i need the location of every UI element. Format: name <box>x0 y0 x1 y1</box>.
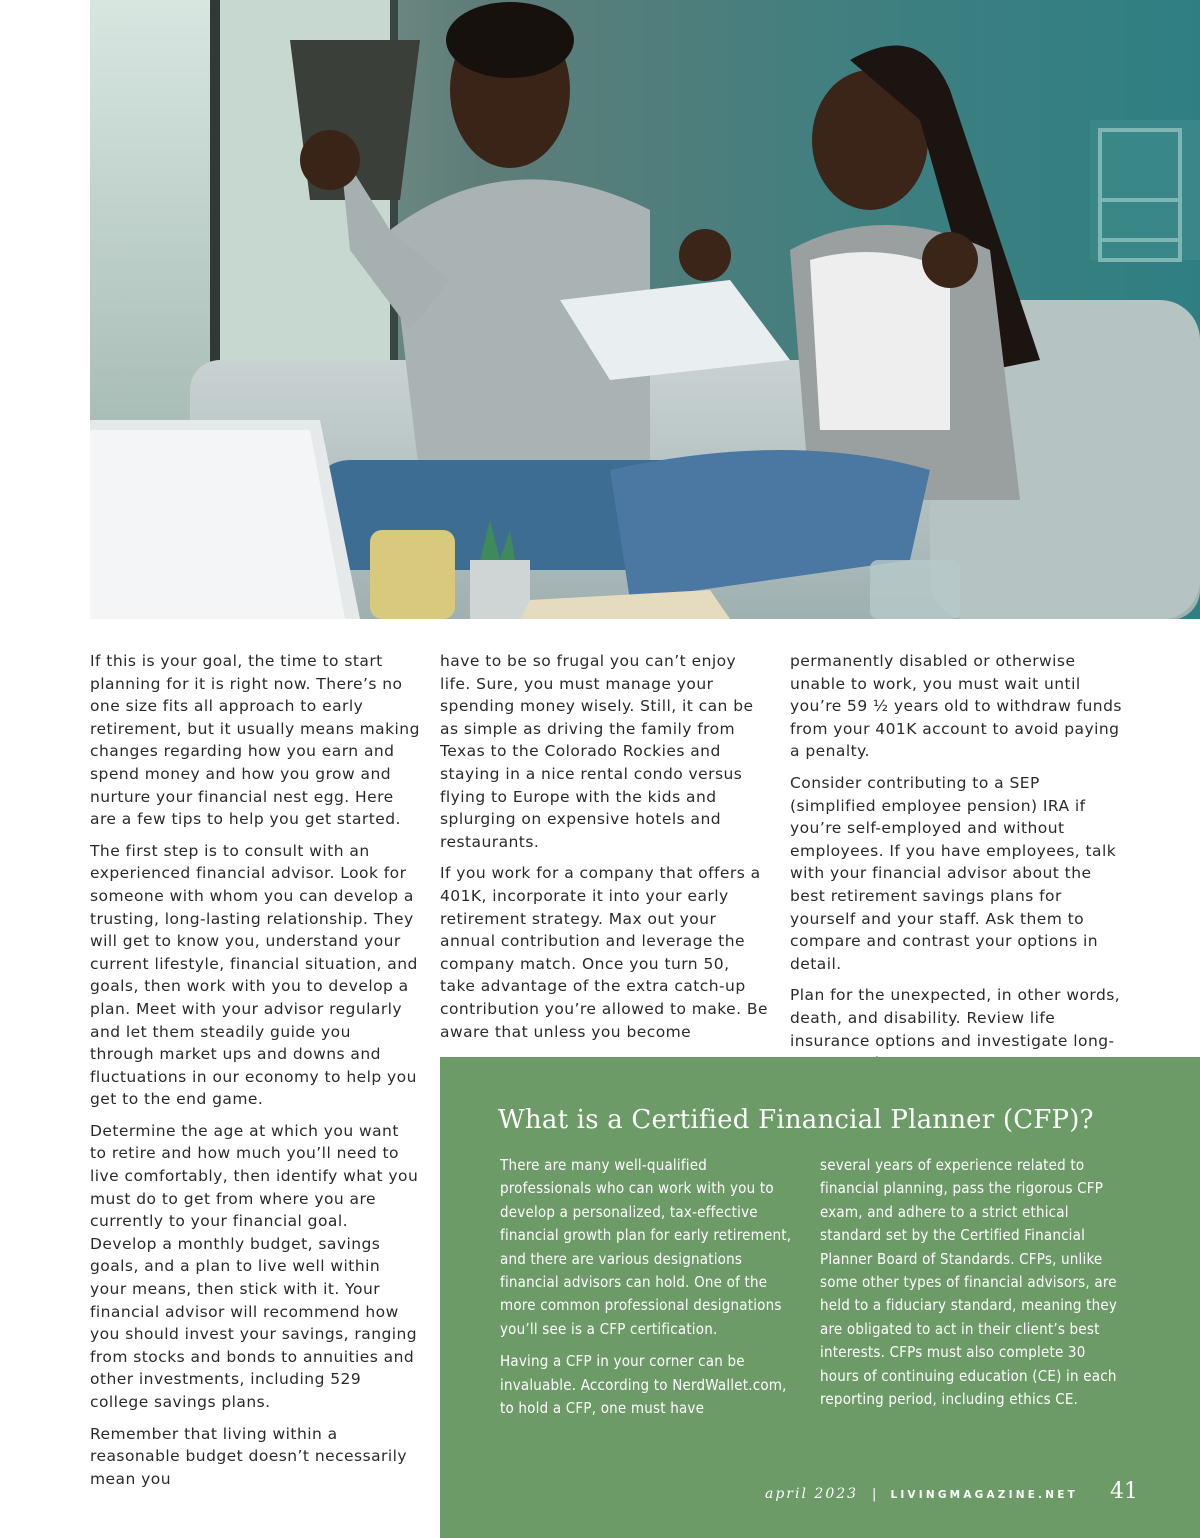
sidebar-column-1 <box>500 1154 792 1429</box>
paragraph: Remember that living within a reasonable budget doesn’t necessarily mean you <box>90 1424 408 1488</box>
footer-separator: | <box>872 1487 877 1502</box>
article-column-3 <box>790 650 1125 1084</box>
paragraph: If this is your goal, the time to start planning for it is right now. There’s no one size fits all approach to early retirement, but it usually means making changes regarding how you earn and spend money and how you grow and nurture your financial nest egg. Here are a few tips to help you get started. <box>90 652 420 829</box>
paragraph-text: Plan for the unexpected, in other words, death, and disability. Review life insurance options and investigate long- <box>790 986 1121 1050</box>
website-link[interactable]: LIVINGMAGAZINE.NET <box>890 1489 1078 1501</box>
article-photo <box>90 0 1200 619</box>
sidebar-paragraph: several years of experience related to financial planning, pass the rigorous CFP exam, and adhere to a strict ethical standard set by the Certified Financial Planner Board of Standards. CFPs, unlike some other types of financial advisors, are held to a fiduciary standard, meaning they are obligated to act in their client’s best interests. CFPs must also complete 30 hours of continuing education (CE) in each reporting period, including ethics CE. <box>820 1156 1118 1409</box>
page-footer <box>765 1479 1138 1504</box>
sidebar-column-2 <box>820 1154 1120 1420</box>
cfp-sidebar-box <box>440 1057 1200 1538</box>
page-number: 41 <box>1110 1479 1138 1504</box>
paragraph: permanently disabled or otherwise unable to work, you must wait until you’re 59 ½ years old to withdraw funds from your 401K account to avoid paying a penalty. <box>790 652 1122 761</box>
article-column-2 <box>440 650 770 1052</box>
photo-couple-celebrating <box>90 0 1200 619</box>
sidebar-paragraph: Having a CFP in your corner can be invaluable. According to NerdWallet.com, to hold a CFP, one must have <box>500 1352 787 1418</box>
paragraph: The first step is to consult with an experienced financial advisor. Look for someone with whom you can develop a trusting, long-lasting relationship. They will get to know you, understand your current lifestyle, financial situation, and goals, then work with you to develop a plan. Meet with your advisor regularly and let them steadily guide you through market ups and downs and fluctuations in our economy to help you get to the end game. <box>90 841 418 1109</box>
sidebar-title: What is a Certified Financial Planner (CFP)? <box>498 1105 1094 1135</box>
issue-date: april 2023 <box>765 1486 859 1502</box>
sidebar-paragraph: There are many well-qualified professionals who can work with you to develop a personalized, tax-effective financial growth plan for early retirement, and there are various designations financial advisors can hold. One of the more common professional designations you’ll see is a CFP certification. <box>500 1156 792 1338</box>
paragraph: Consider contributing to a SEP (simplified employee pension) IRA if you’re self-employed and without employees. If you have employees, talk with your financial advisor about the best retirement savings plans for yourself and your staff. Ask them to compare and contrast your options in detail. <box>790 773 1117 973</box>
paragraph: If you work for a company that offers a 401K, incorporate it into your early retirement strategy. Max out your annual contribution and leverage the company match. Once you turn 50, take advantage of the extra catch-up contribution you’re allowed to make. Be aware that unless you become <box>440 864 768 1041</box>
paragraph: have to be so frugal you can’t enjoy life. Sure, you must manage your spending money wisely. Still, it can be as simple as driving the family from Texas to the Colorado Rockies and staying in a nice rental condo versus flying to Europe with the kids and splurging on expensive hotels and restaurants. <box>440 652 754 851</box>
paragraph: Determine the age at which you want to retire and how much you’ll need to live comfortably, then identify what you must do to get from where you are currently to your financial goal. Develop a monthly budget, savings goals, and a plan to live well within your means, then stick with it. Your financial advisor will recommend how you should invest your savings, ranging from stocks and bonds to annuities and other investments, including 529 college savings plans. <box>90 1121 419 1411</box>
article-column-1 <box>90 650 420 1499</box>
